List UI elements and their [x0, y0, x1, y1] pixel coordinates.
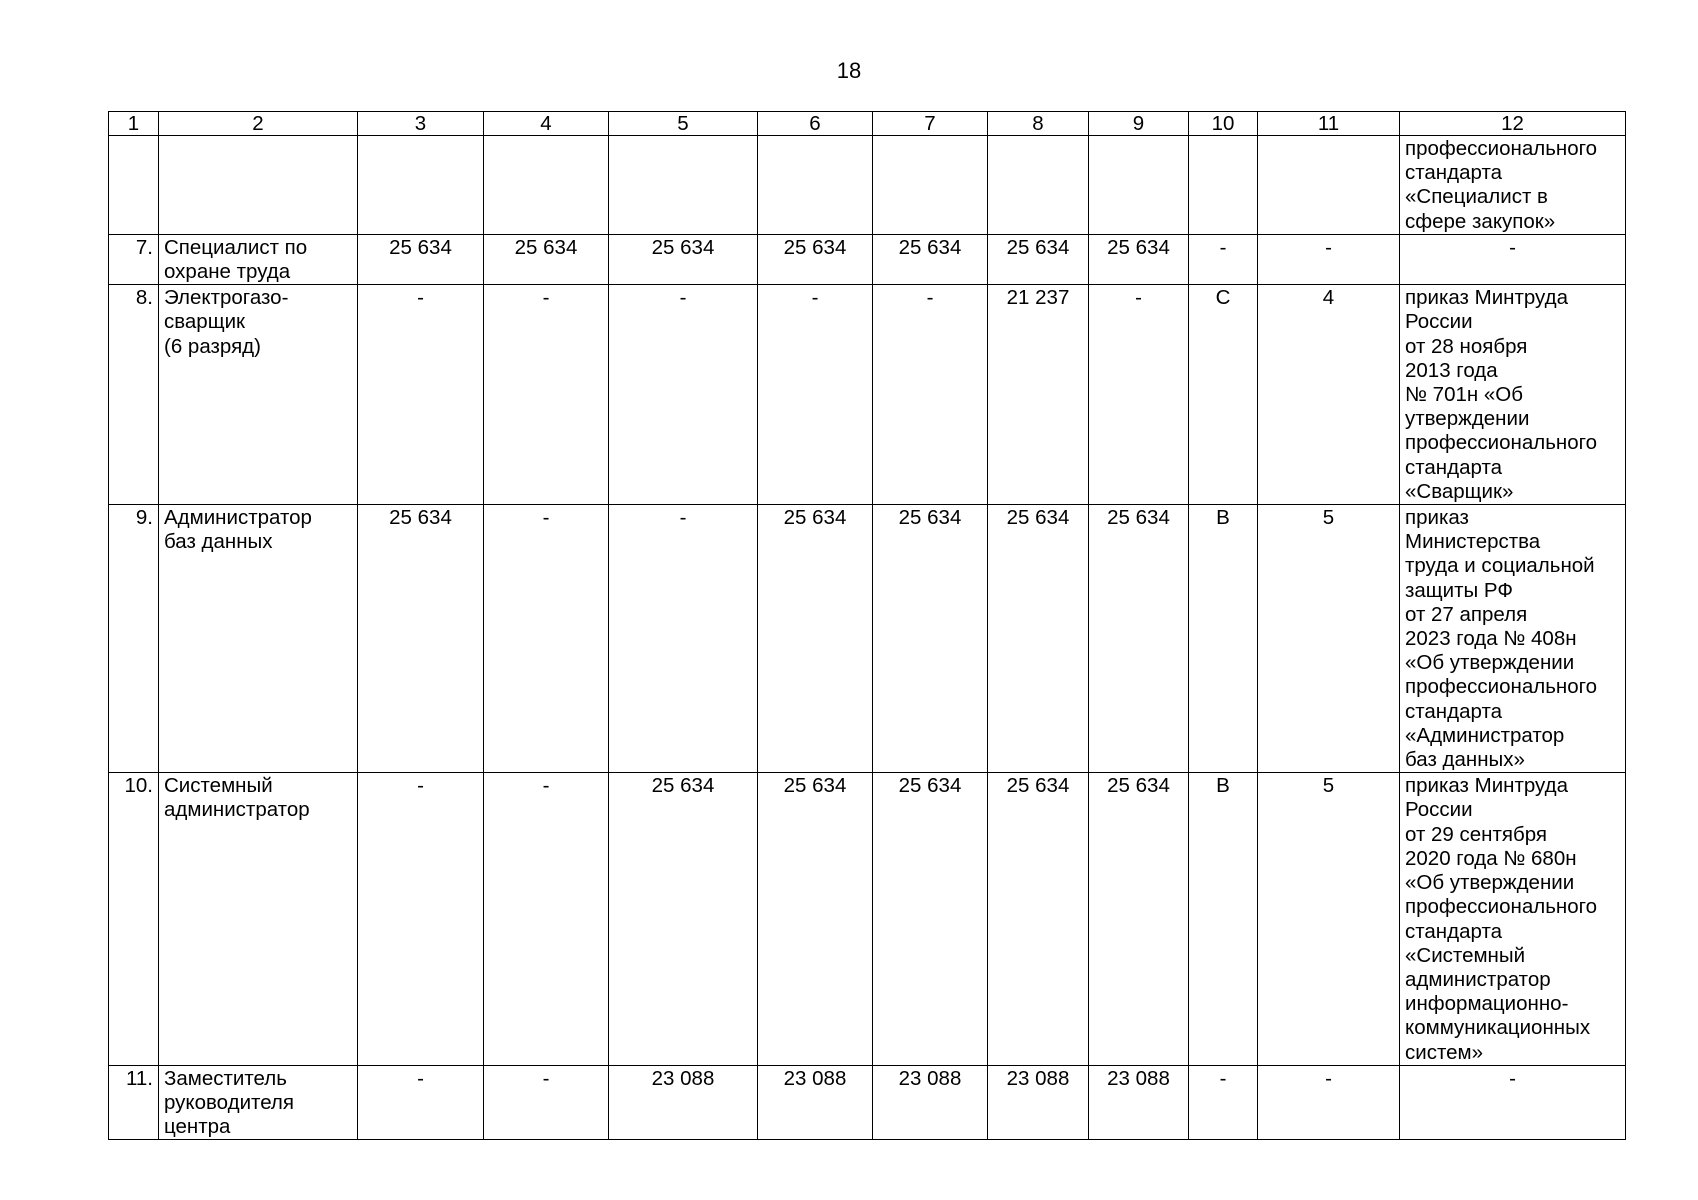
value-cell-col-8: 25 634 — [988, 773, 1089, 1065]
header-cell-6: 6 — [758, 112, 873, 136]
value-cell-col-5: - — [609, 505, 758, 773]
header-cell-2: 2 — [159, 112, 358, 136]
header-cell-5: 5 — [609, 112, 758, 136]
position-name-line: баз данных — [164, 530, 273, 554]
standard-reference-line: 2013 года — [1405, 358, 1498, 382]
value-cell-col-7 — [873, 136, 988, 235]
standard-reference-line: профессионального — [1405, 431, 1598, 455]
standard-reference-line: Министерства — [1405, 530, 1541, 554]
standard-reference-line: утверждении — [1405, 407, 1530, 431]
value-cell-col-8: 25 634 — [988, 234, 1089, 284]
value-cell-col-9: 25 634 — [1089, 505, 1189, 773]
value-cell-col-3: 25 634 — [358, 234, 484, 284]
standard-reference — [1400, 505, 1626, 773]
standard-reference-line: администратор — [1405, 967, 1551, 991]
row-number: 9. — [109, 505, 159, 773]
standard-reference-line: приказ Минтруда — [1405, 774, 1568, 798]
standard-reference — [1400, 1065, 1626, 1140]
header-cell-1: 1 — [109, 112, 159, 136]
header-cell-10: 10 — [1189, 112, 1258, 136]
value-cell-col-8: 25 634 — [988, 505, 1089, 773]
standard-reference-line: России — [1405, 798, 1473, 822]
value-cell-col-9: 25 634 — [1089, 234, 1189, 284]
header-cell-4: 4 — [484, 112, 609, 136]
value-cell-col-4: - — [484, 773, 609, 1065]
table-row — [109, 1065, 1626, 1140]
position-name — [159, 234, 358, 284]
value-cell-col-3 — [358, 136, 484, 235]
row-number: 10. — [109, 773, 159, 1065]
value-cell-col-8: 23 088 — [988, 1065, 1089, 1140]
position-name-line: Заместитель — [164, 1066, 287, 1090]
standard-reference-line: «Специалист в — [1405, 185, 1548, 209]
value-cell-col-7: 25 634 — [873, 505, 988, 773]
standard-reference-line: 2020 года № 680н — [1405, 846, 1577, 870]
position-name-line: Администратор — [164, 506, 312, 530]
value-cell-col-4: - — [484, 1065, 609, 1140]
value-cell-col-5: 25 634 — [609, 773, 758, 1065]
standard-reference-line: «Системный — [1405, 943, 1526, 967]
value-cell-col-5 — [609, 136, 758, 235]
standard-reference-line: от 29 сентября — [1405, 822, 1548, 846]
standard-reference-line: стандарта — [1405, 699, 1503, 723]
table-row — [109, 773, 1626, 1065]
standard-reference-line: - — [1509, 235, 1516, 259]
standard-reference-line: баз данных» — [1405, 748, 1525, 772]
value-cell-col-10: С — [1189, 285, 1258, 505]
value-cell-col-6: 25 634 — [758, 505, 873, 773]
value-cell-col-11 — [1258, 136, 1400, 235]
standard-reference-line: профессионального — [1405, 137, 1598, 160]
position-name — [159, 136, 358, 235]
standard-reference-line: профессионального — [1405, 675, 1598, 699]
table-row — [109, 234, 1626, 284]
value-cell-col-4 — [484, 136, 609, 235]
standard-reference-line: России — [1405, 310, 1473, 334]
value-cell-col-6: 25 634 — [758, 234, 873, 284]
standard-reference-line: 2023 года № 408н — [1405, 627, 1577, 651]
table-row — [109, 136, 1626, 235]
value-cell-col-6: - — [758, 285, 873, 505]
value-cell-col-11: 5 — [1258, 773, 1400, 1065]
value-cell-col-3: - — [358, 1065, 484, 1140]
position-name-line: Электрогазо- — [164, 286, 289, 310]
standard-reference-line: «Администратор — [1405, 723, 1565, 747]
position-name-line: руководителя — [164, 1090, 294, 1114]
position-name — [159, 285, 358, 505]
row-number: 7. — [109, 234, 159, 284]
position-name-line: Специалист по — [164, 235, 308, 259]
standard-reference — [1400, 136, 1626, 235]
standard-reference — [1400, 285, 1626, 505]
standard-reference-line: коммуникационных — [1405, 1016, 1591, 1040]
page-number: 18 — [836, 58, 862, 83]
position-name-line: центра — [164, 1115, 231, 1139]
value-cell-col-8: 21 237 — [988, 285, 1089, 505]
standard-reference-line: информационно- — [1405, 992, 1569, 1016]
value-cell-col-4: - — [484, 285, 609, 505]
position-name-line: администратор — [164, 798, 310, 822]
value-cell-col-11: - — [1258, 1065, 1400, 1140]
value-cell-col-9 — [1089, 136, 1189, 235]
staff-table — [108, 111, 1626, 1140]
header-cell-11: 11 — [1258, 112, 1400, 136]
value-cell-col-7: - — [873, 285, 988, 505]
header-cell-9: 9 — [1089, 112, 1189, 136]
value-cell-col-5: 23 088 — [609, 1065, 758, 1140]
standard-reference-line: стандарта — [1405, 161, 1503, 185]
header-cell-7: 7 — [873, 112, 988, 136]
value-cell-col-6: 23 088 — [758, 1065, 873, 1140]
standard-reference-line: «Об утверждении — [1405, 871, 1575, 895]
standard-reference-line: приказ — [1405, 506, 1469, 530]
value-cell-col-10: В — [1189, 773, 1258, 1065]
value-cell-col-10: - — [1189, 234, 1258, 284]
row-number: 11. — [109, 1065, 159, 1140]
header-cell-8: 8 — [988, 112, 1089, 136]
position-name-line: охране труда — [164, 260, 291, 284]
value-cell-col-9: 23 088 — [1089, 1065, 1189, 1140]
row-number — [109, 136, 159, 235]
value-cell-col-6: 25 634 — [758, 773, 873, 1065]
value-cell-col-4: - — [484, 505, 609, 773]
value-cell-col-11: - — [1258, 234, 1400, 284]
value-cell-col-5: - — [609, 285, 758, 505]
value-cell-col-9: - — [1089, 285, 1189, 505]
standard-reference-line: «Об утверждении — [1405, 651, 1575, 675]
standard-reference — [1400, 773, 1626, 1065]
table-row — [109, 285, 1626, 505]
position-name-line: сварщик — [164, 310, 245, 334]
table-header-row — [109, 112, 1626, 136]
value-cell-col-7: 25 634 — [873, 234, 988, 284]
value-cell-col-11: 5 — [1258, 505, 1400, 773]
standard-reference-line: профессионального — [1405, 895, 1598, 919]
standard-reference-line: № 701н «Об — [1405, 383, 1523, 407]
position-name-line: (6 разряд) — [164, 334, 261, 358]
value-cell-col-9: 25 634 — [1089, 773, 1189, 1065]
standard-reference-line: от 28 ноября — [1405, 334, 1528, 358]
standard-reference-line: защиты РФ — [1405, 578, 1513, 602]
standard-reference-line: стандарта — [1405, 455, 1503, 479]
value-cell-col-7: 23 088 — [873, 1065, 988, 1140]
standard-reference-line: от 27 апреля — [1405, 602, 1528, 626]
value-cell-col-3: 25 634 — [358, 505, 484, 773]
standard-reference-line: систем» — [1405, 1040, 1484, 1064]
value-cell-col-10: В — [1189, 505, 1258, 773]
row-number: 8. — [109, 285, 159, 505]
standard-reference — [1400, 234, 1626, 284]
value-cell-col-11: 4 — [1258, 285, 1400, 505]
table-row — [109, 505, 1626, 773]
standard-reference-line: «Сварщик» — [1405, 479, 1514, 503]
standard-reference-line: сфере закупок» — [1405, 209, 1556, 233]
value-cell-col-6 — [758, 136, 873, 235]
header-cell-3: 3 — [358, 112, 484, 136]
position-name-line: Системный — [164, 774, 273, 798]
position-name — [159, 773, 358, 1065]
standard-reference-line: приказ Минтруда — [1405, 286, 1568, 310]
value-cell-col-3: - — [358, 773, 484, 1065]
position-name — [159, 505, 358, 773]
value-cell-col-8 — [988, 136, 1089, 235]
standard-reference-line: - — [1509, 1066, 1516, 1090]
standard-reference-line: труда и социальной — [1405, 554, 1595, 578]
value-cell-col-7: 25 634 — [873, 773, 988, 1065]
value-cell-col-5: 25 634 — [609, 234, 758, 284]
value-cell-col-10: - — [1189, 1065, 1258, 1140]
value-cell-col-10 — [1189, 136, 1258, 235]
value-cell-col-4: 25 634 — [484, 234, 609, 284]
position-name — [159, 1065, 358, 1140]
header-cell-12: 12 — [1400, 112, 1626, 136]
standard-reference-line: стандарта — [1405, 919, 1503, 943]
value-cell-col-3: - — [358, 285, 484, 505]
